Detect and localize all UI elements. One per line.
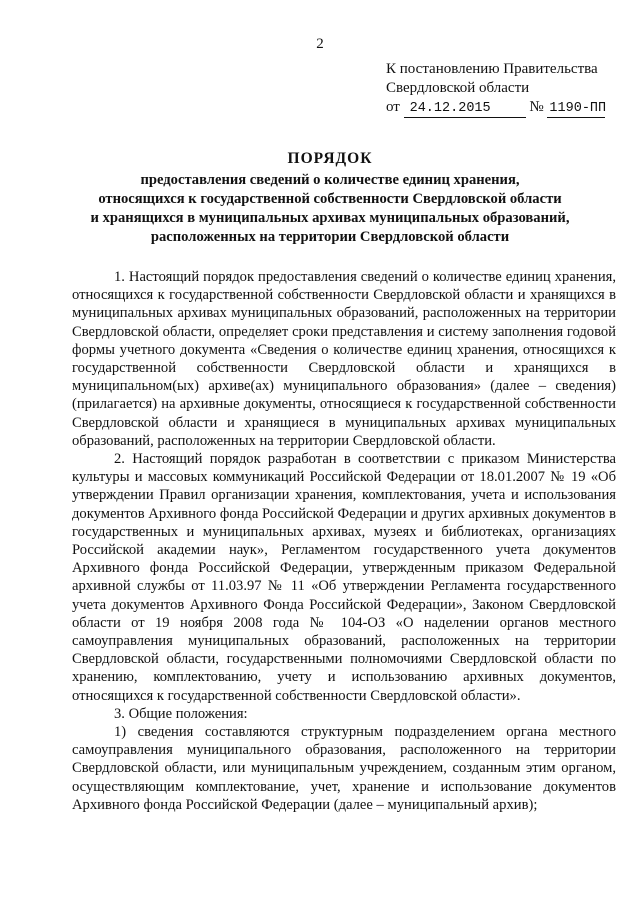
title-heading: ПОРЯДОК [287,150,373,167]
title-line: расположенных на территории Свердловской области [150,229,510,245]
approval-line-1: К постановлению Правительства [386,61,598,77]
paragraph-1: 1. Настоящий порядок предоставления сведений о количестве единиц хранения, относящихся к государственной собственности Свердловской области и хранящихся в муниципальных архивах муниципальных образований, расположенных на территории Свердловской области, определяет сроки представления и систему заполнения годовой формы учетного документа «Сведения о количестве единиц хранения, относящихся к государственной собственности Свердловской области и хранящихся в муниципальном(ых) архиве(ах) муниципального образования» (далее – сведения) (прилагается) на архивные документы, относящиеся к государственной собственности Свердловской области и хранящиеся в муниципальных архивах муниципальных образований, расположенных на территории Свердловской области. [72,269,616,449]
approval-stamp [386,60,605,118]
title-line: относящихся к государственной собственности Свердловской области [98,191,562,207]
approval-number-label: № [529,99,544,115]
approval-number: 1190-ПП [549,101,607,116]
approval-from-label: от [386,99,400,115]
title-subtitle [60,171,600,247]
paragraph-3: 3. Общие положения: [114,705,248,722]
approval-line-3 [386,98,605,118]
approval-date: 24.12.2015 [404,101,526,118]
document-body [72,268,616,814]
page-number: 2 [316,36,324,52]
document-title [60,150,600,247]
title-line: и хранящихся в муниципальных архивах муниципальных образований, [90,210,570,226]
title-line: предоставления сведений о количестве единиц хранения, [140,172,520,188]
paragraph-2: 2. Настоящий порядок разработан в соответствии с приказом Министерства культуры и массовых коммуникаций Российской Федерации от 18.01.2007 № 19 «Об утверждении Правил организации хранения, комплектования, учета и использования документов Архивного фонда Российской Федерации и других архивных документов в государственных и муниципальных архивах, музеях и библиотеках, организациях Российской академии наук», Регламентом государственного учета документов Архивного фонда Российской Федерации, утвержденным приказом Федеральной архивной службы от 11.03.97 № 11 «Об утверждении Регламента государственного учета документов Архивного Фонда Российской Федерации», Законом Свердловской области от 19 ноября 2008 года № 104-ОЗ «О наделении органов местного самоуправления муниципальных образований, расположенных на территории Свердловской области, государственными полномочиями Свердловской области по хранению, комплектованию, учету и использованию архивных документов, относящихся к государственной собственности Свердловской области». [72,451,616,704]
paragraph-4: 1) сведения составляются структурным подразделением органа местного самоуправления муниципального образования, расположенного на территории Свердловской области, или муниципальным учреждением, созданным этим органом, осуществляющим комплектование, учет, хранение и использование документов Архивного фонда Российской Федерации (далее – муниципальный архив); [72,724,616,813]
approval-line-2: Свердловской области [386,80,530,96]
